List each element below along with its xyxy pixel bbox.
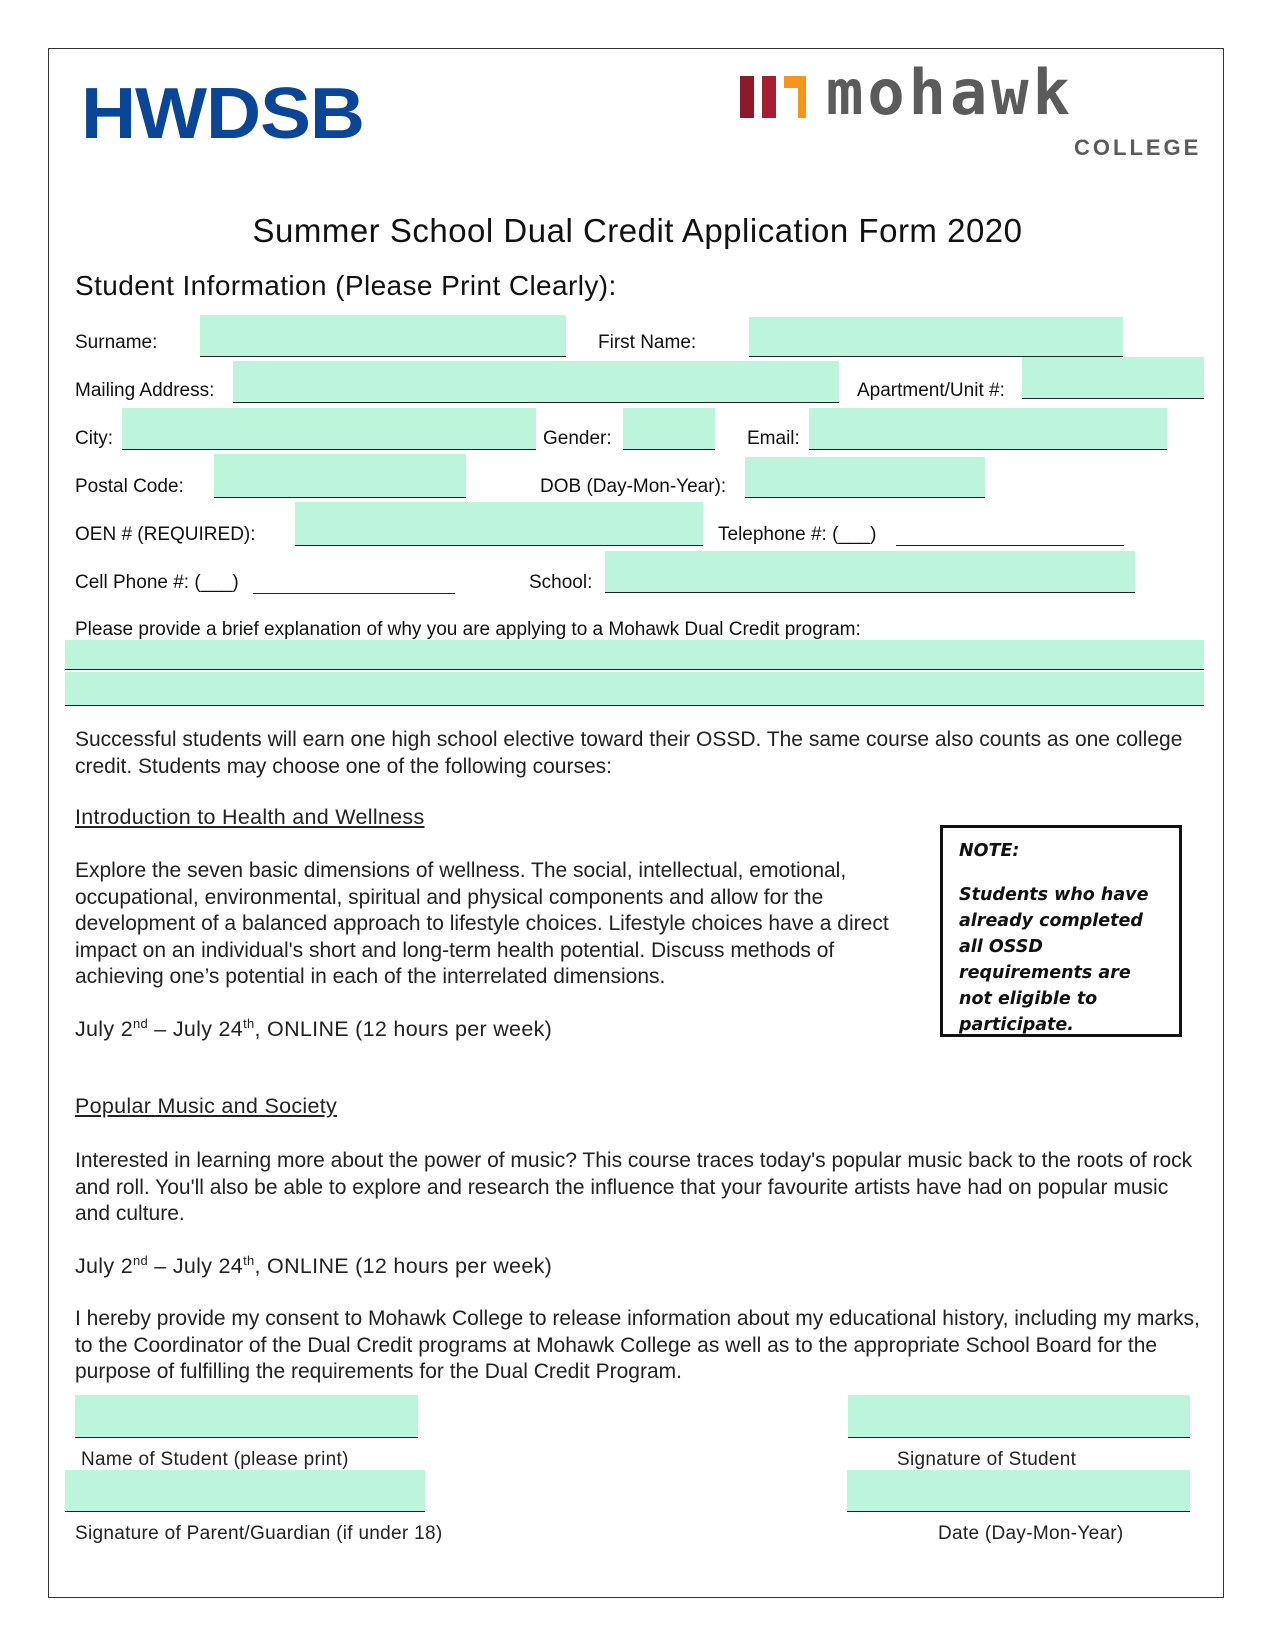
mohawk-bars-icon [740, 76, 806, 118]
apartment-field[interactable] [1022, 357, 1204, 399]
course-title-music: Popular Music and Society [75, 1094, 338, 1118]
dob-label: DOB (Day-Mon-Year): [540, 476, 727, 497]
course-dates-health: July 2nd – July 24th, ONLINE (12 hours per week) [75, 1016, 553, 1042]
oen-field[interactable] [295, 502, 703, 546]
mohawk-bar-1 [740, 76, 754, 118]
mailing-address-label: Mailing Address: [75, 380, 215, 401]
mailing-address-field[interactable] [233, 361, 839, 403]
surname-field[interactable] [200, 315, 566, 357]
cell-phone-field[interactable] [253, 572, 455, 594]
city-label: City: [75, 428, 113, 449]
course-description-music: Interested in learning more about the power of music? This course traces today's popular music back to the roots of rock and roll. You'll also be able to explore and research the influence that your favourite artists have had on popular music and culture. [75, 1149, 1193, 1225]
student-signature-label: Signature of Student [897, 1449, 1077, 1470]
explanation-field-line-2[interactable] [65, 672, 1204, 706]
postal-code-label: Postal Code: [75, 476, 184, 497]
school-field[interactable] [605, 551, 1135, 593]
gender-field[interactable] [623, 408, 715, 450]
student-signature-field[interactable] [848, 1395, 1190, 1438]
first-name-field[interactable] [749, 317, 1123, 357]
guardian-signature-field[interactable] [65, 1470, 425, 1512]
student-name-field[interactable] [75, 1395, 418, 1438]
student-name-label: Name of Student (please print) [81, 1449, 349, 1470]
mohawk-bar-2 [762, 76, 776, 118]
date-label: Date (Day-Mon-Year) [938, 1523, 1124, 1544]
apartment-label: Apartment/Unit #: [857, 380, 1005, 401]
school-label: School: [529, 572, 593, 593]
course-description-health: Explore the seven basic dimensions of wellness. The social, intellectual, emotional, occupational, environmental, spiritual and physical components and allow for the development of a balanced approach to lifestyle choices. Lifestyle choices have a direct impact on an individual's short and long-term health potential. Discuss methods of achieving one’s potential in each of the interrelated dimensions. [75, 859, 889, 988]
page-title: Summer School Dual Credit Application Form 2020 [252, 212, 1023, 249]
date-field[interactable] [847, 1470, 1190, 1512]
section-title: Student Information (Please Print Clearly): [75, 270, 617, 301]
course-title-health: Introduction to Health and Wellness [75, 805, 425, 829]
explanation-field-line-1[interactable] [65, 640, 1204, 670]
oen-label: OEN # (REQUIRED): [75, 524, 256, 545]
telephone-label: Telephone #: (___) [718, 524, 877, 545]
mohawk-logo-subtext: COLLEGE [1074, 135, 1202, 160]
mohawk-bar-3 [784, 76, 806, 118]
email-field[interactable] [809, 408, 1167, 450]
gender-label: Gender: [543, 428, 612, 449]
postal-code-field[interactable] [214, 454, 466, 498]
cell-phone-label: Cell Phone #: (___) [75, 572, 239, 593]
hwdsb-logo: HWDSB [81, 74, 364, 154]
guardian-signature-label: Signature of Parent/Guardian (if under 18) [75, 1523, 443, 1544]
telephone-field[interactable] [896, 524, 1124, 546]
first-name-label: First Name: [598, 332, 697, 353]
note-heading: NOTE: [959, 841, 1020, 861]
intro-paragraph: Successful students will earn one high school elective toward their OSSD. The same course also counts as one college credit. Students may choose one of the following courses: [75, 728, 1183, 778]
course-dates-music: July 2nd – July 24th, ONLINE (12 hours per week) [75, 1253, 553, 1279]
city-field[interactable] [122, 408, 536, 450]
mohawk-logo-text: mohawk [826, 56, 1074, 129]
email-label: Email: [747, 428, 800, 449]
note-body: Students who have already completed all OSSD requirements are not eligible to participate. [959, 885, 1149, 1035]
consent-paragraph: I hereby provide my consent to Mohawk College to release information about my educational history, including my marks, to the Coordinator of the Dual Credit programs at Mohawk College as well as to the appropriate School Board for the purpose of fulfilling the requirements for the Dual Credit Program. [75, 1307, 1200, 1383]
dob-field[interactable] [745, 457, 985, 498]
explanation-prompt: Please provide a brief explanation of why you are applying to a Mohawk Dual Credit program: [75, 619, 861, 640]
note-box [940, 825, 1182, 1037]
surname-label: Surname: [75, 332, 158, 353]
